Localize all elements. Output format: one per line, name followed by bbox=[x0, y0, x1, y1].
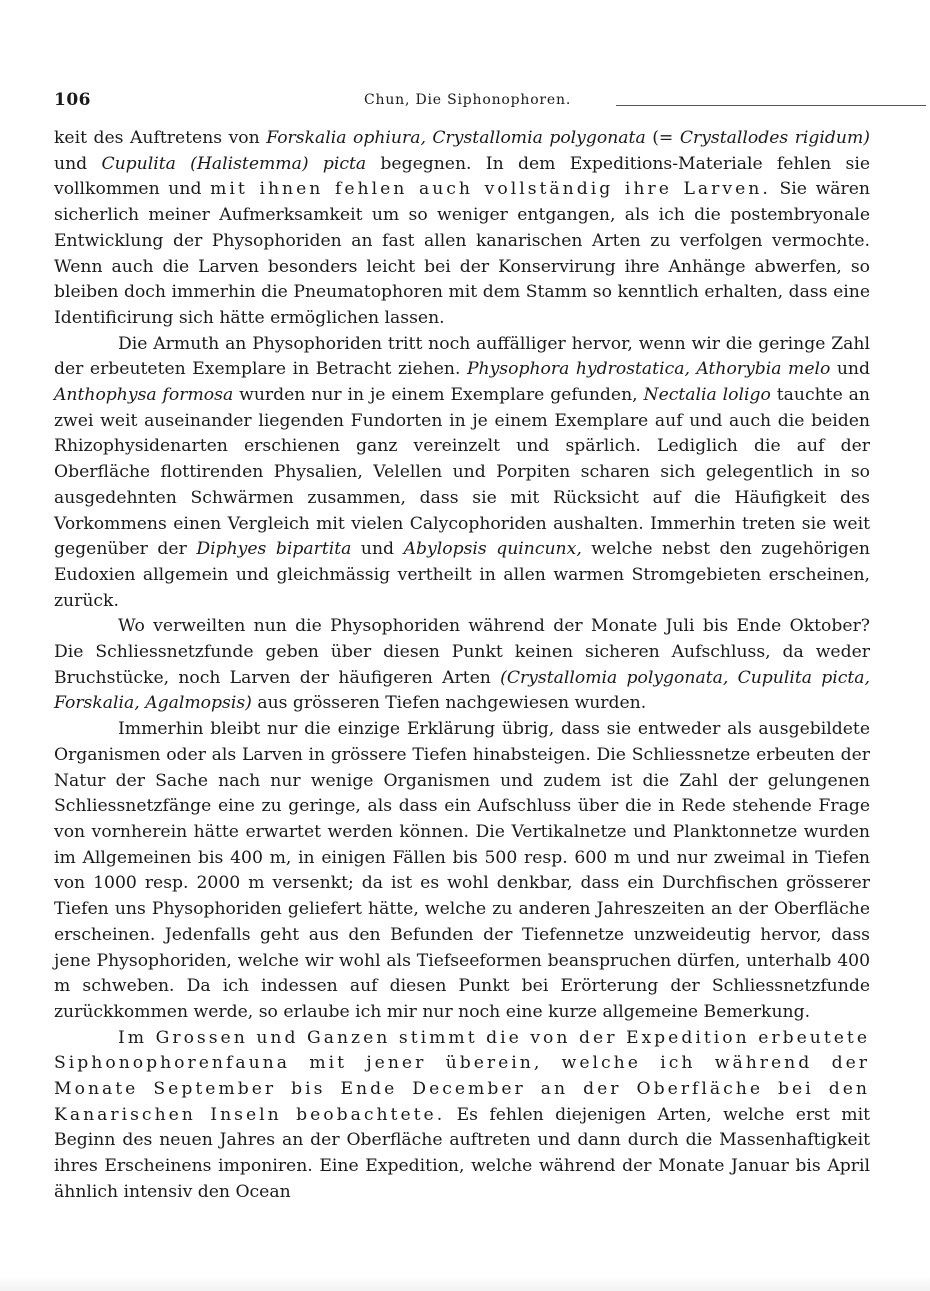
species-name: Diphyes bipartita bbox=[196, 539, 352, 560]
species-name: Abylopsis quincunx, bbox=[403, 539, 582, 560]
text-run: begegnen. In dem Expeditions-Materiale fehlen sie vollkommen und bbox=[54, 153, 871, 200]
text-run: und bbox=[54, 153, 102, 174]
body-text bbox=[54, 126, 870, 1206]
page-header bbox=[54, 90, 870, 110]
species-name: Physophora hydrostatica, Athorybia melo bbox=[466, 359, 831, 380]
text-run: Es fehlen diejenigen Arten, welche erst mit Beginn des neuen Jahres an der Oberfläche auftreten und dann durch die Massenhaftigkeit ihres Erscheinens imponiren. Eine Expedition, welche während der Monate Januar bis April ähnlich intensiv den Ocean bbox=[54, 1104, 870, 1202]
species-name: Forskalia ophiura, Crystallomia polygonata bbox=[266, 128, 646, 148]
species-name: Nectalia loligo bbox=[643, 385, 771, 406]
scan-edge bbox=[0, 1276, 930, 1291]
text-run: keit des Auftretens von bbox=[54, 128, 267, 148]
header-rule bbox=[616, 105, 926, 106]
paragraph-3 bbox=[54, 614, 870, 717]
text-run: Die Armuth an Physophoriden tritt noch auffälliger hervor, wenn wir die geringe Zahl der erbeuteten Exemplare in Betracht ziehen. bbox=[54, 333, 870, 380]
text-run: welche nebst den zugehörigen Eudoxien allgemein und gleichmässig vertheilt in allen warmen Stromgebieten erscheinen, zurück. bbox=[54, 539, 870, 611]
text-run: (= bbox=[645, 128, 680, 148]
paragraph-1 bbox=[54, 126, 870, 332]
species-name: Cupulita (Halistemma) picta bbox=[101, 153, 367, 174]
page-number: 106 bbox=[54, 90, 91, 110]
species-name: Anthophysa formosa bbox=[54, 385, 234, 406]
spaced-emphasis: mit ihnen fehlen auch vollständig ihre Larven. bbox=[210, 179, 771, 200]
paragraph-4: Immerhin bleibt nur die einzige Erklärung übrig, dass sie entweder als ausgebildete Organismen oder als Larven in grössere Tiefen hinabsteigen. Die Schliessnetze erbeuten der Natur der Sache nach nur wenige Organismen und zudem ist die Zahl der gelungenen Schliessnetzfänge eine zu geringe, als dass ein Aufschluss über die in Rede stehende Frage von vornherein hätte erwartet werden können. Die Vertikalnetze und Planktonnetze wurden im Allgemeinen bis 400 m, in einigen Fällen bis 500 resp. 600 m und nur zweimal in Tiefen von 1000 resp. 2000 m versenkt; da ist es wohl denkbar, dass ein Durchfischen grösserer Tiefen uns Physophoriden geliefert hätte, welche zu anderen Jahreszeiten an der Oberfläche erscheinen. Jedenfalls geht aus den Befunden der Tiefennetze unzweideutig hervor, dass jene Physophoriden, welche wir wohl als Tiefseeformen beanspruchen dürfen, unterhalb 400 m schweben. Da ich indessen auf diesen Punkt bei Erörterung der Schliessnetzfunde zurückkommen werde, so erlaube ich mir nur noch eine kurze allgemeine Bemerkung. bbox=[54, 719, 870, 1022]
paragraph-2 bbox=[54, 332, 870, 615]
species-name: (Crystallomia polygonata, Cupulita picta, Forskalia, Agalmopsis) bbox=[54, 667, 870, 714]
text-run: wurden nur in je einem Exemplare gefunden, bbox=[233, 385, 644, 406]
spaced-emphasis: Im Grossen und Ganzen stimmt die von der Expedition erbeutete Siphonophorenfauna mit jener überein, welche ich während der Monate September bis Ende December an der Oberfläche bei den Kanarischen Inseln beobachtete. bbox=[54, 1027, 870, 1125]
running-title: Chun, Die Siphonophoren. bbox=[364, 92, 572, 108]
text-run: und bbox=[830, 359, 870, 380]
text-run: Wo verweilten nun die Physophoriden während der Monate Juli bis Ende Oktober? Die Schliessnetzfunde geben über diesen Punkt keinen sicheren Aufschluss, da weder Bruchstücke, noch Larven der häufigeren Arten bbox=[54, 616, 870, 688]
text-run: Sie wären sicherlich meiner Aufmerksamkeit um so weniger entgangen, als ich die postembryonale Entwicklung der Physophoriden an fast allen kanarischen Arten zu verfolgen vermochte. Wenn auch die Larven besonders leicht bei der Konservirung ihre Anhänge abwerfen, so bleiben doch immerhin die Pneumatophoren mit dem Stamm so kenntlich erhalten, dass eine Identificirung sich hätte ermöglichen lassen. bbox=[54, 179, 870, 328]
species-name: Crystallodes rigidum) bbox=[679, 128, 871, 148]
text-run: tauchte an zwei weit auseinander liegenden Fundorten in je einem Exemplare auf und auch die beiden Rhizophysidenarten erschienen ganz vereinzelt und spärlich. Lediglich die auf der Oberfläche flottirenden Physalien, Velellen und Porpiten scharen sich gelegentlich in so ausgedehnten Schwärmen zusammen, dass sie mit Rücksicht auf die Häufigkeit des Vorkommens einen Vergleich mit vielen Calycophoriden aushalten. Immerhin treten sie weit gegenüber der bbox=[54, 385, 870, 560]
paragraph-5 bbox=[54, 1026, 870, 1206]
text-run: und bbox=[351, 539, 404, 560]
text-run: aus grösseren Tiefen nachgewiesen wurden. bbox=[251, 693, 647, 714]
